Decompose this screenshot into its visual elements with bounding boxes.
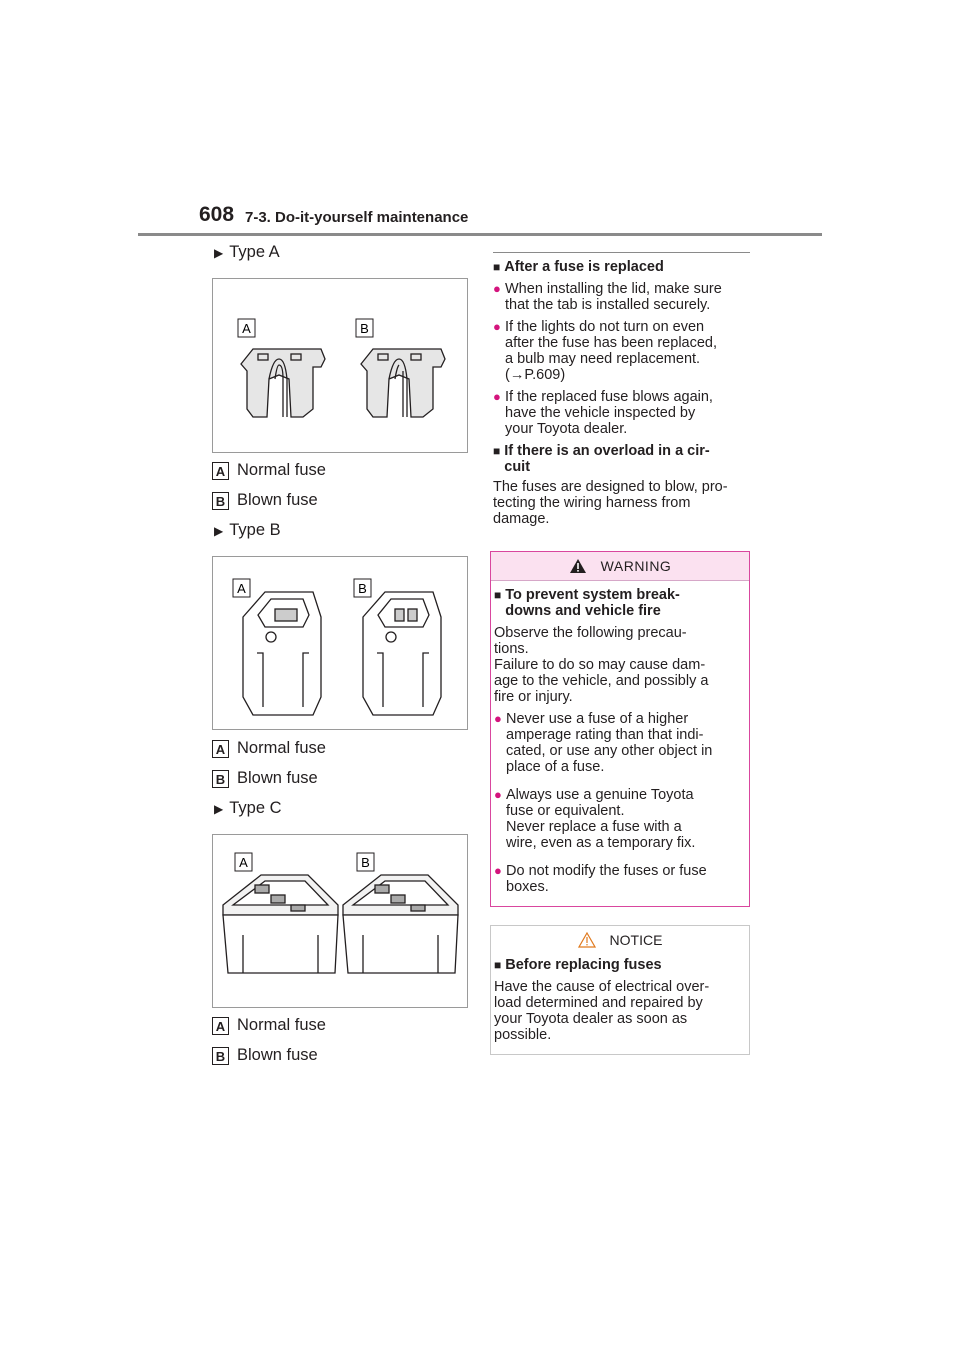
arrow-right-icon: ▶ [214,802,224,816]
warning-box [490,551,750,907]
fig-label-b: B [358,581,367,596]
legend-b: B Blown fuse [212,1046,318,1065]
dot-bullet-icon: ● [494,711,502,726]
notice-text: Have the cause of electrical over- load determined and repaired by your Toyota dealer as soon as possible. [494,979,710,1043]
type-b-heading: ▶ Type B [214,521,281,539]
fig-label-b: B [361,855,370,870]
legend-badge-a: A [212,740,229,758]
warning-header: WARNING [491,552,749,581]
type-a-heading: ▶ Type A [214,243,280,261]
list-item: ● Never use a fuse of a higher amperage rating than that indi- cated, or use any other object in place of a fuse. [494,711,713,775]
legend-badge-a: A [212,1017,229,1035]
fuse-normal-a-icon [223,875,338,973]
square-bullet-icon: ■ [494,958,502,972]
warning-subtitle: ■ To prevent system break- downs and vehicle fire [494,587,680,619]
fuse-blown-b-icon [363,592,441,715]
dot-bullet-icon: ● [494,863,502,878]
legend-a: A Normal fuse [212,1016,326,1035]
fig-label-b: B [360,321,369,336]
page-number: 608 [199,203,235,226]
arrow-right-icon: ▶ [214,246,224,260]
notice-box [490,925,750,1055]
legend-a: A Normal fuse [212,739,326,758]
legend-badge-b: B [212,492,229,510]
dot-bullet-icon: ● [493,389,501,404]
legend-a: A Normal fuse [212,461,326,480]
overload-title: ■ If there is an overload in a cir- cuit [493,443,710,475]
warning-triangle-icon [569,558,587,574]
legend-badge-a: A [212,462,229,480]
fuse-normal-a-icon [243,592,321,715]
dot-bullet-icon: ● [493,281,501,296]
after-replace-title: ■ After a fuse is replaced [493,259,664,275]
list-item: ● If the lights do not turn on even after the fuse has been replaced, a bulb may need replacement. (→P.609) [493,319,718,383]
list-item: ● When installing the lid, make sure that the tab is installed securely. [493,281,722,313]
list-item: ● Always use a genuine Toyota fuse or equivalent. Never replace a fuse with a wire, even as a temporary fix. [494,787,696,851]
type-a-figure [212,278,468,453]
legend-b: B Blown fuse [212,491,318,510]
warning-intro: Observe the following precau- tions. Failure to do so may cause dam- age to the vehicle, and possibly a fire or injury. [494,625,709,705]
legend-badge-b: B [212,1047,229,1065]
type-c-heading: ▶ Type C [214,799,282,817]
notice-subtitle: ■ Before replacing fuses [494,957,662,973]
square-bullet-icon: ■ [493,260,501,274]
legend-b: B Blown fuse [212,769,318,788]
type-c-figure [212,834,468,1008]
caution-triangle-icon [578,932,596,948]
square-bullet-icon: ■ [493,444,501,458]
column-rule [493,252,750,253]
fig-label-a: A [242,321,251,336]
square-bullet-icon: ■ [494,588,502,602]
after-replace-section [493,259,751,527]
fuse-blown-b-icon [343,875,458,973]
dot-bullet-icon: ● [494,787,502,802]
fuse-normal-a-icon [241,349,325,417]
fig-label-a: A [237,581,246,596]
fig-label-a: A [239,855,248,870]
list-item: ● Do not modify the fuses or fuse boxes. [494,863,707,895]
notice-header: NOTICE [491,926,749,954]
type-b-figure [212,556,468,730]
dot-bullet-icon: ● [493,319,501,334]
list-item: ● If the replaced fuse blows again, have the vehicle inspected by your Toyota dealer. [493,389,713,437]
arrow-right-icon: ▶ [214,524,224,538]
header-rule [138,233,822,236]
legend-badge-b: B [212,770,229,788]
notice-body [491,954,749,1043]
overload-text: The fuses are designed to blow, pro- tecting the wiring harness from damage. [493,479,728,527]
fuse-blown-b-icon [361,349,445,417]
section-title: 7-3. Do-it-yourself maintenance [245,209,469,226]
warning-body [491,581,749,895]
